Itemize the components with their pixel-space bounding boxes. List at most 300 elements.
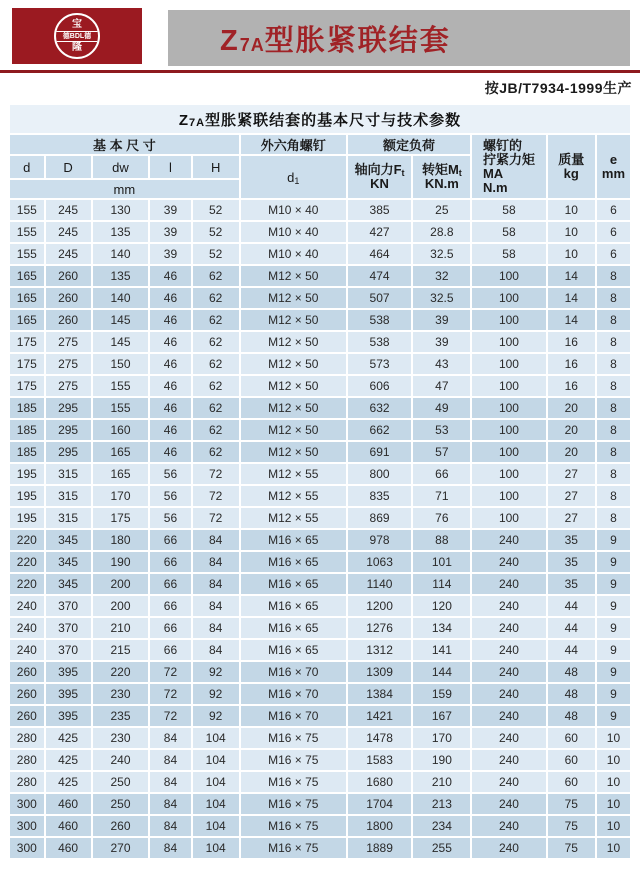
cell: 66 [150,530,190,550]
cell: 62 [193,354,239,374]
cell: 240 [93,750,149,770]
cell: 92 [193,706,239,726]
cell: 240 [472,750,545,770]
header-col-d1: $d_1$ [241,156,346,198]
cell: 43 [413,354,470,374]
cell: 8 [597,354,630,374]
cell: 240 [472,640,545,660]
cell: 25 [413,200,470,220]
cell: 84 [150,794,190,814]
cell: 104 [193,816,239,836]
table-row [10,750,630,770]
cell: 8 [597,420,630,440]
cell: 175 [10,332,44,352]
cell: 10 [548,200,595,220]
cell: 32 [413,266,470,286]
cell: 16 [548,376,595,396]
cell: 58 [472,200,545,220]
cell: 9 [597,552,630,572]
cell: 39 [413,332,470,352]
table-row [10,618,630,638]
cell: 27 [548,486,595,506]
cell: 195 [10,486,44,506]
cell: M16 × 70 [241,684,346,704]
table-row [10,354,630,374]
table-row [10,662,630,682]
cell: 240 [472,728,545,748]
cell: M16 × 65 [241,640,346,660]
cell: 255 [413,838,470,858]
cell: 8 [597,288,630,308]
cell: 53 [413,420,470,440]
cell: 300 [10,838,44,858]
cell: 240 [472,574,545,594]
cell: 260 [93,816,149,836]
cell: 345 [46,574,91,594]
cell: 62 [193,266,239,286]
cell: 84 [150,838,190,858]
cell: 92 [193,684,239,704]
cell: 395 [46,684,91,704]
cell: 180 [93,530,149,550]
cell: 75 [548,838,595,858]
cell: 47 [413,376,470,396]
cell: 275 [46,376,91,396]
cell: 62 [193,398,239,418]
cell: 62 [193,288,239,308]
cell: 175 [10,376,44,396]
header-basic-dimensions: 基 本 尺 寸 [10,135,239,154]
cell: 32.5 [413,244,470,264]
cell: 114 [413,574,470,594]
cell: 62 [193,310,239,330]
cell: 100 [472,288,545,308]
cell: 100 [472,464,545,484]
cell: 295 [46,442,91,462]
cell: 159 [413,684,470,704]
table-row [10,288,630,308]
cell: 573 [348,354,412,374]
table-row [10,332,630,352]
cell: 62 [193,442,239,462]
cell: 62 [193,376,239,396]
cell: 100 [472,376,545,396]
cell: 72 [193,486,239,506]
logo-text-band: 德BDL德 [54,31,100,42]
cell: 9 [597,530,630,550]
cell: 185 [10,398,44,418]
cell: 691 [348,442,412,462]
cell: 460 [46,838,91,858]
table-row [10,728,630,748]
cell: 28.8 [413,222,470,242]
cell: M16 × 75 [241,728,346,748]
cell: 165 [93,464,149,484]
cell: 66 [150,596,190,616]
cell: 35 [548,530,595,550]
cell: 210 [413,772,470,792]
cell: 46 [150,420,190,440]
cell: 16 [548,332,595,352]
cell: 280 [10,750,44,770]
cell: 1680 [348,772,412,792]
cell: 44 [548,596,595,616]
cell: 240 [472,772,545,792]
cell: 9 [597,596,630,616]
cell: 35 [548,552,595,572]
cell: 84 [150,750,190,770]
cell: 100 [472,332,545,352]
cell: M16 × 75 [241,772,346,792]
cell: 58 [472,244,545,264]
cell: 260 [10,706,44,726]
cell: 48 [548,684,595,704]
cell: 200 [93,574,149,594]
cell: 260 [46,310,91,330]
cell: 72 [193,464,239,484]
table-row [10,310,630,330]
cell: 14 [548,310,595,330]
cell: 104 [193,772,239,792]
table-row [10,816,630,836]
cell: 71 [413,486,470,506]
cell: 39 [413,310,470,330]
cell: 101 [413,552,470,572]
cell: M16 × 75 [241,816,346,836]
table-row [10,508,630,528]
cell: 10 [597,794,630,814]
cell: 230 [93,728,149,748]
cell: 632 [348,398,412,418]
cell: 240 [472,662,545,682]
cell: 240 [472,552,545,572]
cell: 300 [10,794,44,814]
cell: 6 [597,222,630,242]
header-row-groups [10,135,630,154]
standard-note: 按JB/T7934-1999生产 [484,80,632,96]
cell: 72 [150,706,190,726]
cell: 175 [93,508,149,528]
cell: 240 [472,530,545,550]
cell: M16 × 65 [241,552,346,572]
cell: 135 [93,266,149,286]
cell: 145 [93,310,149,330]
cell: 315 [46,508,91,528]
cell: 104 [193,794,239,814]
cell: 165 [10,266,44,286]
cell: 220 [10,530,44,550]
table-row [10,596,630,616]
cell: 16 [548,354,595,374]
cell: 66 [150,640,190,660]
cell: 84 [193,618,239,638]
cell: 370 [46,596,91,616]
header-col-dw: dw [93,156,149,178]
cell: 1309 [348,662,412,682]
cell: 240 [472,706,545,726]
cell: 6 [597,244,630,264]
cell: 52 [193,200,239,220]
cell: 10 [597,772,630,792]
cell: 56 [150,464,190,484]
cell: 260 [46,288,91,308]
cell: 190 [93,552,149,572]
cell: 240 [472,684,545,704]
cell: 8 [597,442,630,462]
cell: 39 [150,244,190,264]
cell: M12 × 50 [241,288,346,308]
cell: 46 [150,376,190,396]
cell: 240 [10,640,44,660]
cell: M12 × 55 [241,508,346,528]
cell: M12 × 50 [241,376,346,396]
cell: 20 [548,442,595,462]
table-row [10,530,630,550]
cell: 141 [413,640,470,660]
cell: 60 [548,750,595,770]
cell: 6 [597,200,630,220]
cell: 1276 [348,618,412,638]
cell: 220 [93,662,149,682]
cell: 460 [46,794,91,814]
cell: 27 [548,508,595,528]
cell: 76 [413,508,470,528]
cell: 10 [597,816,630,836]
cell: 395 [46,706,91,726]
cell: 240 [472,596,545,616]
cell: 165 [10,288,44,308]
cell: 270 [93,838,149,858]
cell: 144 [413,662,470,682]
cell: 84 [150,816,190,836]
cell: 474 [348,266,412,286]
brand-logo [12,8,142,64]
cell: 46 [150,442,190,462]
cell: 1140 [348,574,412,594]
table-row [10,574,630,594]
cell: 155 [10,244,44,264]
cell: M16 × 70 [241,706,346,726]
table-title: Z7A型胀紧联结套的基本尺寸与技术参数 [10,105,630,133]
cell: 75 [548,816,595,836]
cell: 245 [46,244,91,264]
cell: M16 × 75 [241,794,346,814]
cell: 315 [46,464,91,484]
cell: 1889 [348,838,412,858]
cell: 88 [413,530,470,550]
cell: 46 [150,288,190,308]
cell: 100 [472,486,545,506]
cell: 240 [472,838,545,858]
table-row [10,420,630,440]
cell: 84 [150,728,190,748]
cell: 130 [93,200,149,220]
cell: 100 [472,266,545,286]
cell: M12 × 50 [241,354,346,374]
cell: 46 [150,332,190,352]
cell: 240 [472,816,545,836]
cell: 275 [46,332,91,352]
cell: M16 × 75 [241,838,346,858]
cell: 978 [348,530,412,550]
cell: M12 × 50 [241,266,346,286]
cell: 315 [46,486,91,506]
table-row [10,398,630,418]
table-row [10,200,630,220]
cell: 150 [93,354,149,374]
cell: 100 [472,354,545,374]
cell: 190 [413,750,470,770]
cell: 84 [193,574,239,594]
cell: 295 [46,398,91,418]
cell: 44 [548,618,595,638]
cell: 8 [597,508,630,528]
cell: 46 [150,266,190,286]
table-row [10,684,630,704]
cell: 84 [193,552,239,572]
cell: 280 [10,772,44,792]
cell: M12 × 50 [241,442,346,462]
cell: 167 [413,706,470,726]
logo-text-top: 宝 [72,18,82,30]
cell: 165 [10,310,44,330]
cell: 75 [548,794,595,814]
cell: M12 × 50 [241,332,346,352]
spec-table [8,103,632,860]
cell: 56 [150,508,190,528]
table-row [10,442,630,462]
cell: 84 [150,772,190,792]
table-row [10,772,630,792]
cell: 20 [548,420,595,440]
cell: 60 [548,772,595,792]
logo-text-bottom: 隆 [72,41,82,53]
cell: 230 [93,684,149,704]
cell: M16 × 65 [241,530,346,550]
cell: 425 [46,750,91,770]
table-row [10,552,630,572]
cell: M10 × 40 [241,200,346,220]
cell: 46 [150,398,190,418]
cell: 260 [10,662,44,682]
cell: 140 [93,244,149,264]
cell: 240 [10,596,44,616]
header-col-H: H [193,156,239,178]
cell: 245 [46,200,91,220]
cell: 39 [150,200,190,220]
cell: 195 [10,508,44,528]
cell: 100 [472,508,545,528]
cell: 1478 [348,728,412,748]
cell: 345 [46,530,91,550]
cell: 275 [46,354,91,374]
header-torque: 转矩$M_t$ KN.m [413,156,470,198]
table-row [10,486,630,506]
cell: 425 [46,772,91,792]
cell: 14 [548,288,595,308]
cell: 39 [150,222,190,242]
cell: 869 [348,508,412,528]
cell: 62 [193,420,239,440]
cell: M16 × 75 [241,750,346,770]
page-header-banner [168,10,630,66]
brand-logo-emblem-icon [54,13,100,59]
cell: 8 [597,310,630,330]
header-hex-bolt: 外六角螺钉 [241,135,346,154]
cell: 395 [46,662,91,682]
cell: M16 × 70 [241,662,346,682]
cell: 10 [597,838,630,858]
cell: 9 [597,662,630,682]
cell: 507 [348,288,412,308]
cell: 235 [93,706,149,726]
cell: 48 [548,706,595,726]
cell: 300 [10,816,44,836]
cell: 9 [597,618,630,638]
cell: M10 × 40 [241,244,346,264]
cell: M12 × 55 [241,464,346,484]
cell: 370 [46,640,91,660]
table-row [10,794,630,814]
cell: 662 [348,420,412,440]
cell: 245 [46,222,91,242]
cell: 464 [348,244,412,264]
cell: 46 [150,354,190,374]
cell: 155 [10,222,44,242]
table-row [10,706,630,726]
cell: M16 × 65 [241,574,346,594]
cell: 8 [597,376,630,396]
table-row [10,244,630,264]
cell: 155 [93,376,149,396]
cell: 84 [193,530,239,550]
cell: 52 [193,244,239,264]
header-rated-load: 额定负荷 [348,135,471,154]
cell: 84 [193,640,239,660]
cell: 27 [548,464,595,484]
cell: 385 [348,200,412,220]
cell: 1384 [348,684,412,704]
cell: 10 [548,244,595,264]
cell: 104 [193,728,239,748]
header-e: e mm [597,135,630,198]
cell: 60 [548,728,595,748]
cell: 170 [413,728,470,748]
cell: 134 [413,618,470,638]
cell: 1800 [348,816,412,836]
cell: 165 [93,442,149,462]
cell: 100 [472,442,545,462]
cell: 195 [10,464,44,484]
cell: 84 [193,596,239,616]
cell: 9 [597,574,630,594]
cell: 35 [548,574,595,594]
cell: 72 [193,508,239,528]
cell: 32.5 [413,288,470,308]
cell: 44 [548,640,595,660]
spec-table-container [8,103,632,860]
cell: 1704 [348,794,412,814]
cell: 104 [193,838,239,858]
page-title: Z7A型胀紧联结套 [220,24,451,57]
cell: 210 [93,618,149,638]
cell: 58 [472,222,545,242]
cell: 234 [413,816,470,836]
cell: 145 [93,332,149,352]
cell: 66 [150,574,190,594]
cell: 120 [413,596,470,616]
cell: 213 [413,794,470,814]
